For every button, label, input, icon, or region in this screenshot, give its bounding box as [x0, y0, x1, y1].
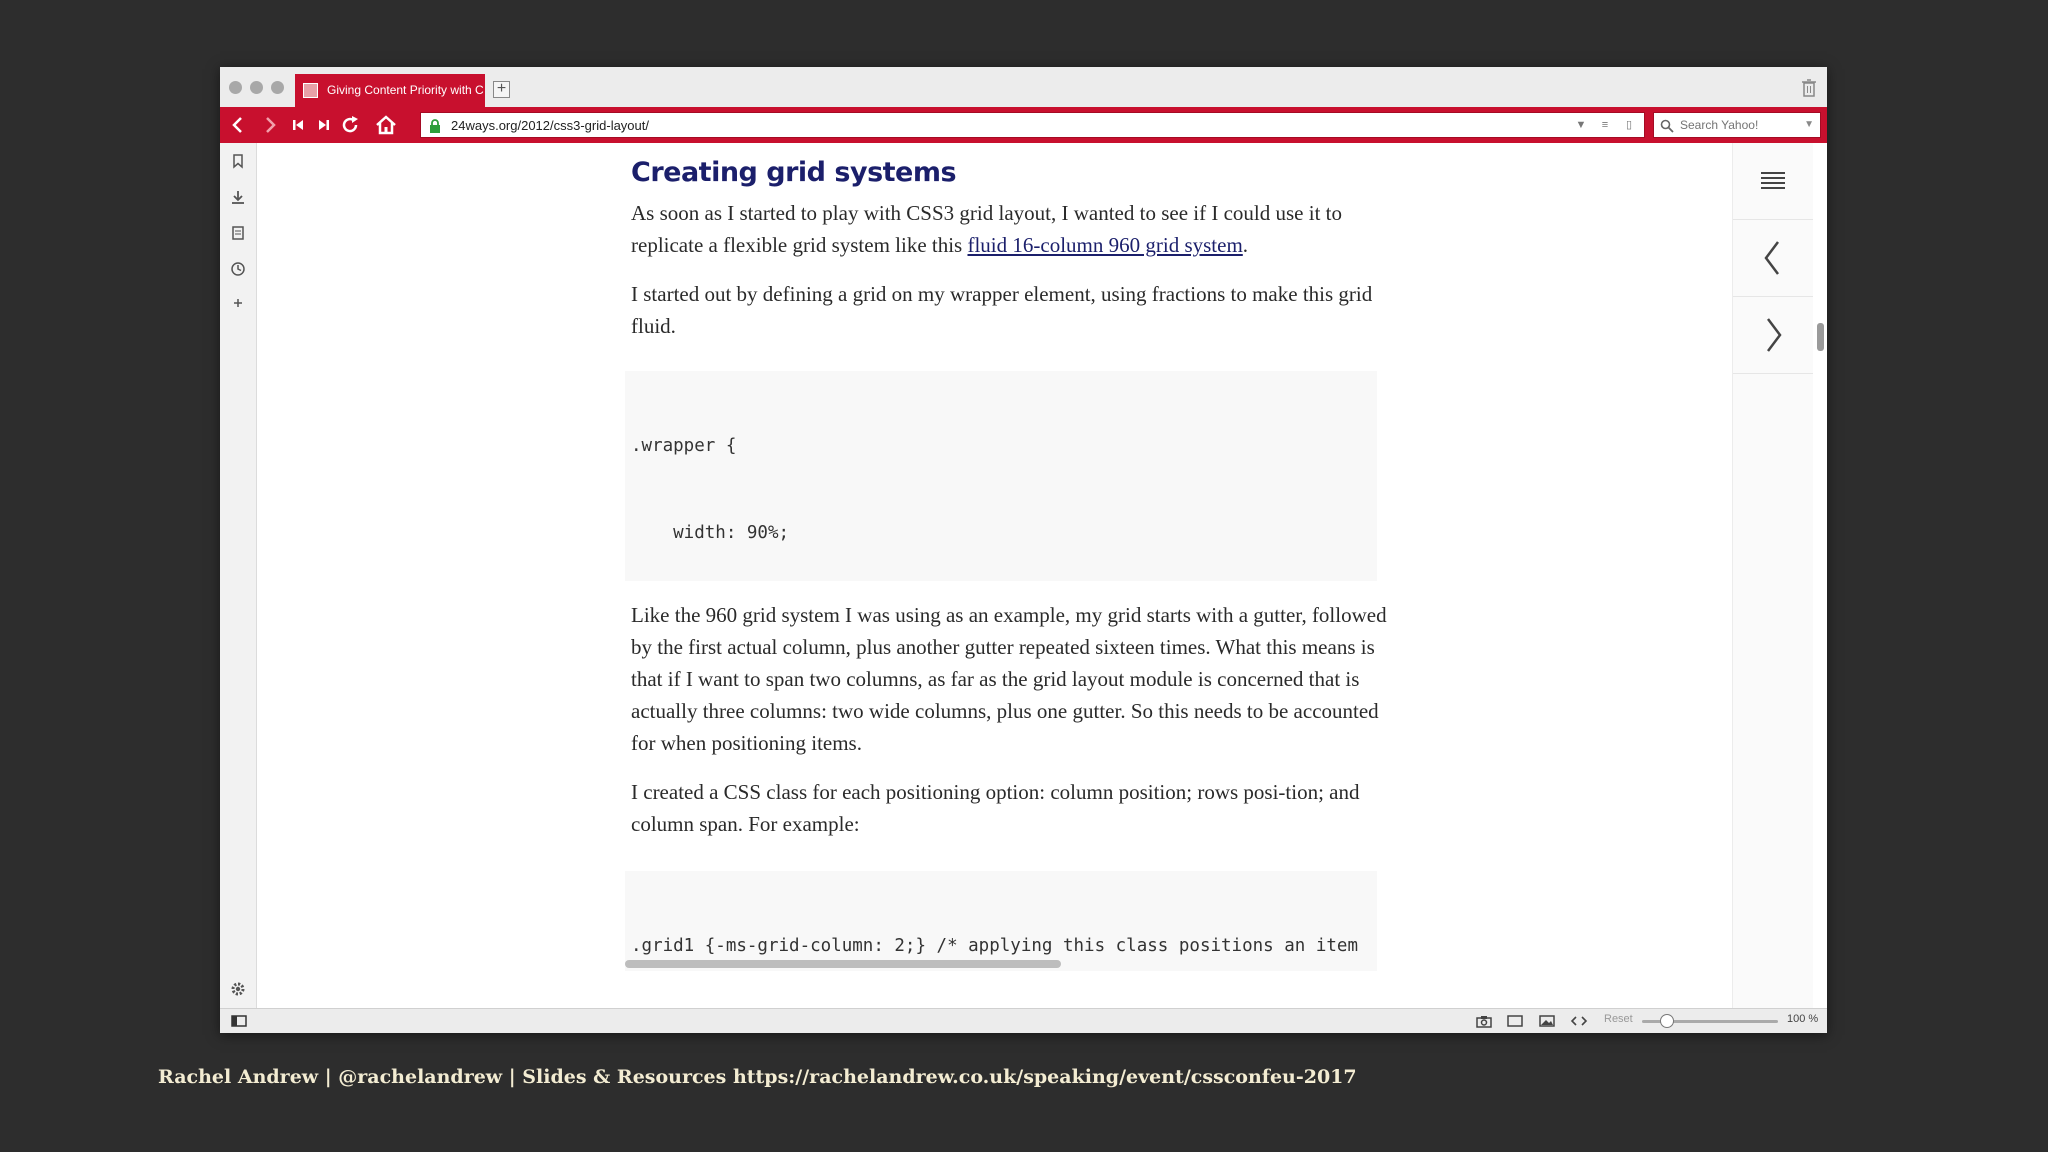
code-view-icon[interactable] — [1570, 1013, 1588, 1029]
grid-system-link[interactable]: fluid 16-column 960 grid system — [967, 233, 1243, 257]
window-minimize-button[interactable] — [250, 81, 263, 94]
rewind-icon[interactable] — [286, 113, 310, 137]
code-line: .wrapper { — [631, 436, 737, 456]
page-vertical-scrollbar[interactable] — [1817, 323, 1824, 351]
url-text: 24ways.org/2012/css3-grid-layout/ — [451, 118, 649, 133]
previous-page-button[interactable] — [1733, 220, 1813, 297]
reader-controls — [1732, 143, 1813, 1009]
paragraph-4: I created a CSS class for each positioning option: column position; rows posi-tion; and column span. For example: — [631, 780, 1360, 836]
code-horizontal-scrollbar[interactable] — [625, 958, 1377, 970]
camera-icon[interactable] — [1475, 1013, 1493, 1029]
notes-icon[interactable] — [230, 225, 246, 241]
settings-gear-icon[interactable] — [230, 981, 246, 997]
reader-view-icon[interactable]: ≡ — [1601, 119, 1609, 131]
code-block-grid-classes — [625, 871, 1377, 971]
chevron-left-icon — [1757, 238, 1789, 278]
navigation-bar — [220, 107, 1827, 143]
image-icon[interactable] — [1538, 1013, 1556, 1029]
add-panel-icon[interactable] — [230, 295, 246, 311]
chevron-right-icon — [1757, 315, 1789, 355]
status-bar — [220, 1008, 1827, 1033]
search-icon — [1660, 119, 1674, 133]
dropdown-arrow-icon[interactable]: ▼ — [1575, 119, 1587, 131]
window-maximize-button[interactable] — [271, 81, 284, 94]
fast-forward-icon[interactable] — [312, 113, 336, 137]
history-clock-icon[interactable] — [230, 261, 246, 277]
search-box[interactable] — [1653, 112, 1821, 138]
home-icon[interactable] — [374, 113, 398, 137]
article-heading: Creating grid systems — [631, 157, 957, 188]
page-content — [257, 143, 1787, 1009]
zoom-slider-handle[interactable] — [1660, 1014, 1674, 1028]
new-tab-button[interactable]: + — [493, 81, 510, 98]
slide-footer: Rachel Andrew | @rachelandrew | Slides & Resources https://rachelandrew.co.uk/speaking/event/cssconfeu-2017 — [158, 1066, 1357, 1088]
tab-bar — [220, 67, 1827, 108]
window-icon[interactable] — [1506, 1013, 1524, 1029]
forward-arrow-icon[interactable] — [258, 113, 282, 137]
trash-icon[interactable] — [1801, 79, 1817, 97]
zoom-reset-button[interactable]: Reset — [1604, 1013, 1633, 1025]
code-line: width: 90%; — [631, 523, 790, 543]
reload-icon[interactable] — [338, 113, 362, 137]
bookmarks-panel-icon[interactable] — [230, 153, 246, 169]
search-engine-dropdown-icon[interactable]: ▼ — [1804, 119, 1814, 130]
address-bar[interactable] — [420, 112, 1645, 138]
code-block-wrapper — [625, 371, 1377, 581]
window-close-button[interactable] — [229, 81, 242, 94]
table-of-contents-button[interactable] — [1733, 143, 1813, 220]
favicon-icon — [303, 83, 318, 98]
paragraph-3: Like the 960 grid system I was using as an example, my grid starts with a gutter, followed by the first actual column, plus another gutter repeated sixteen times. What this means is that if I want to span two columns, as far as the grid layout module is concerned that is actually three columns: two wide columns, plus one gutter. So this needs to be accounted for when positioning items. — [631, 603, 1387, 755]
panel-toggle-icon[interactable] — [230, 1013, 248, 1029]
side-panel — [220, 143, 257, 1009]
paragraph-2: I started out by defining a grid on my wrapper element, using fractions to make this grid fluid. — [631, 282, 1373, 338]
next-page-button[interactable] — [1733, 297, 1813, 374]
tab-title: Giving Content Priority with C — [327, 83, 484, 97]
zoom-level: 100 % — [1787, 1013, 1819, 1025]
scrollbar-thumb[interactable] — [625, 960, 1061, 968]
bookmark-icon[interactable]: ▯ — [1625, 119, 1633, 131]
active-tab[interactable] — [295, 74, 485, 107]
downloads-icon[interactable] — [230, 189, 246, 205]
menu-lines-icon — [1757, 161, 1789, 201]
code-line: .grid1 {-ms-grid-column: 2;} /* applying this class positions an item — [631, 936, 1358, 956]
back-arrow-icon[interactable] — [226, 113, 250, 137]
search-input[interactable] — [1680, 117, 1800, 133]
browser-window — [220, 67, 1827, 1033]
paragraph-1: As soon as I started to play with CSS3 grid layout, I wanted to see if I could use it to replicate a flexible grid system like this fluid 16-column 960 grid system. — [631, 201, 1342, 257]
lock-icon — [429, 119, 441, 133]
